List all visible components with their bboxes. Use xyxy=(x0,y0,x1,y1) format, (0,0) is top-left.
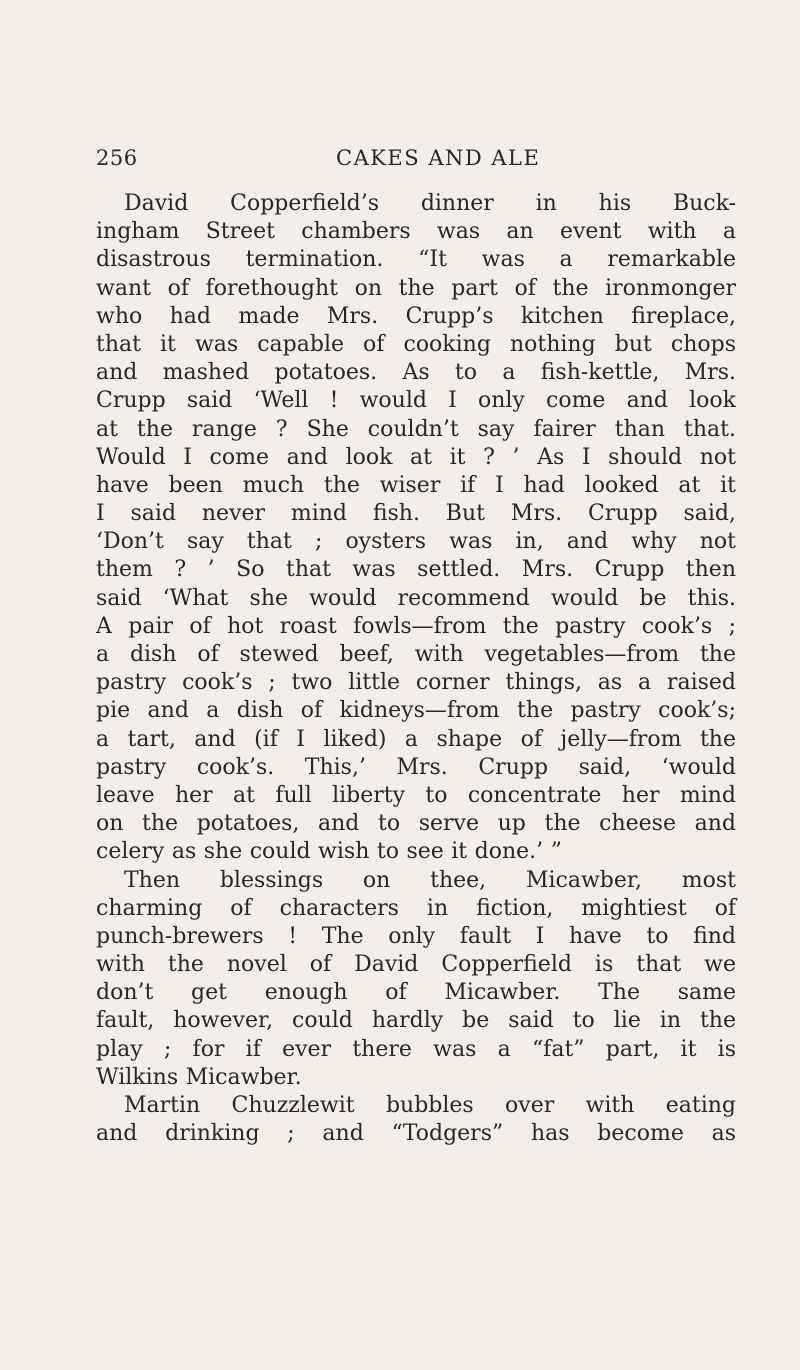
text-line: pastry cook’s ; two little corner things, as a raised xyxy=(96,670,736,696)
page-header xyxy=(96,146,736,178)
text-line: celery as she could wish to see it done.’ ” xyxy=(96,839,562,865)
text-line: and drinking ; and “Todgers” has become as xyxy=(96,1121,736,1147)
text-line: a tart, and (if I liked) a shape of jelly—from the xyxy=(96,726,736,752)
text-line: I said never mind fish. But Mrs. Crupp said, xyxy=(96,501,736,527)
text-line: said ‘What she would recommend would be this. xyxy=(96,585,736,611)
body-text xyxy=(96,190,736,1148)
text-line: punch-brewers ! The only fault I have to find xyxy=(96,923,736,949)
text-line: play ; for if ever there was a “fat” part, it is xyxy=(96,1036,736,1062)
text-line: that it was capable of cooking nothing but chops xyxy=(96,331,736,357)
text-line: charming of characters in fiction, mightiest of xyxy=(96,895,736,921)
text-line: disastrous termination. “It was a remarkable xyxy=(96,247,736,273)
text-line: A pair of hot roast fowls—from the pastry cook’s ; xyxy=(96,613,736,639)
text-line: leave her at full liberty to concentrate her mind xyxy=(96,782,736,808)
page-number: 256 xyxy=(96,146,138,170)
text-line: ‘Don’t say that ; oysters was in, and why not xyxy=(96,529,736,555)
text-line: Would I come and look at it ? ’ As I should not xyxy=(96,444,736,470)
text-line: pie and a dish of kidneys—from the pastry cook’s; xyxy=(96,698,736,724)
text-line: Then blessings on thee, Micawber, most xyxy=(124,867,736,893)
text-line: with the novel of David Copperfield is that we xyxy=(96,952,736,978)
text-line: at the range ? She couldn’t say fairer than that. xyxy=(96,416,736,442)
text-line: fault, however, could hardly be said to lie in the xyxy=(96,1008,736,1034)
text-line: don’t get enough of Micawber. The same xyxy=(96,980,736,1006)
text-line: ingham Street chambers was an event with a xyxy=(96,219,736,245)
text-line: David Copperfield’s dinner in his Buck- xyxy=(124,191,736,216)
text-line: a dish of stewed beef, with vegetables—from the xyxy=(96,642,736,667)
text-line: on the potatoes, and to serve up the cheese and xyxy=(96,811,736,837)
text-line: Martin Chuzzlewit bubbles over with eating xyxy=(124,1093,736,1118)
text-line: them ? ’ So that was settled. Mrs. Crupp then xyxy=(96,557,736,583)
running-head: CAKES AND ALE xyxy=(336,146,541,170)
text-line: have been much the wiser if I had looked at it xyxy=(96,472,736,498)
text-line: pastry cook’s. This,’ Mrs. Crupp said, ‘would xyxy=(96,754,736,780)
text-line: and mashed potatoes. As to a fish-kettle, Mrs. xyxy=(96,360,736,386)
text-line: Crupp said ‘Well ! would I only come and look xyxy=(96,388,736,414)
text-line: want of forethought on the part of the ironmonger xyxy=(96,275,736,301)
text-line: Wilkins Micawber. xyxy=(96,1064,302,1090)
text-line: who had made Mrs. Crupp’s kitchen fireplace, xyxy=(96,303,736,329)
